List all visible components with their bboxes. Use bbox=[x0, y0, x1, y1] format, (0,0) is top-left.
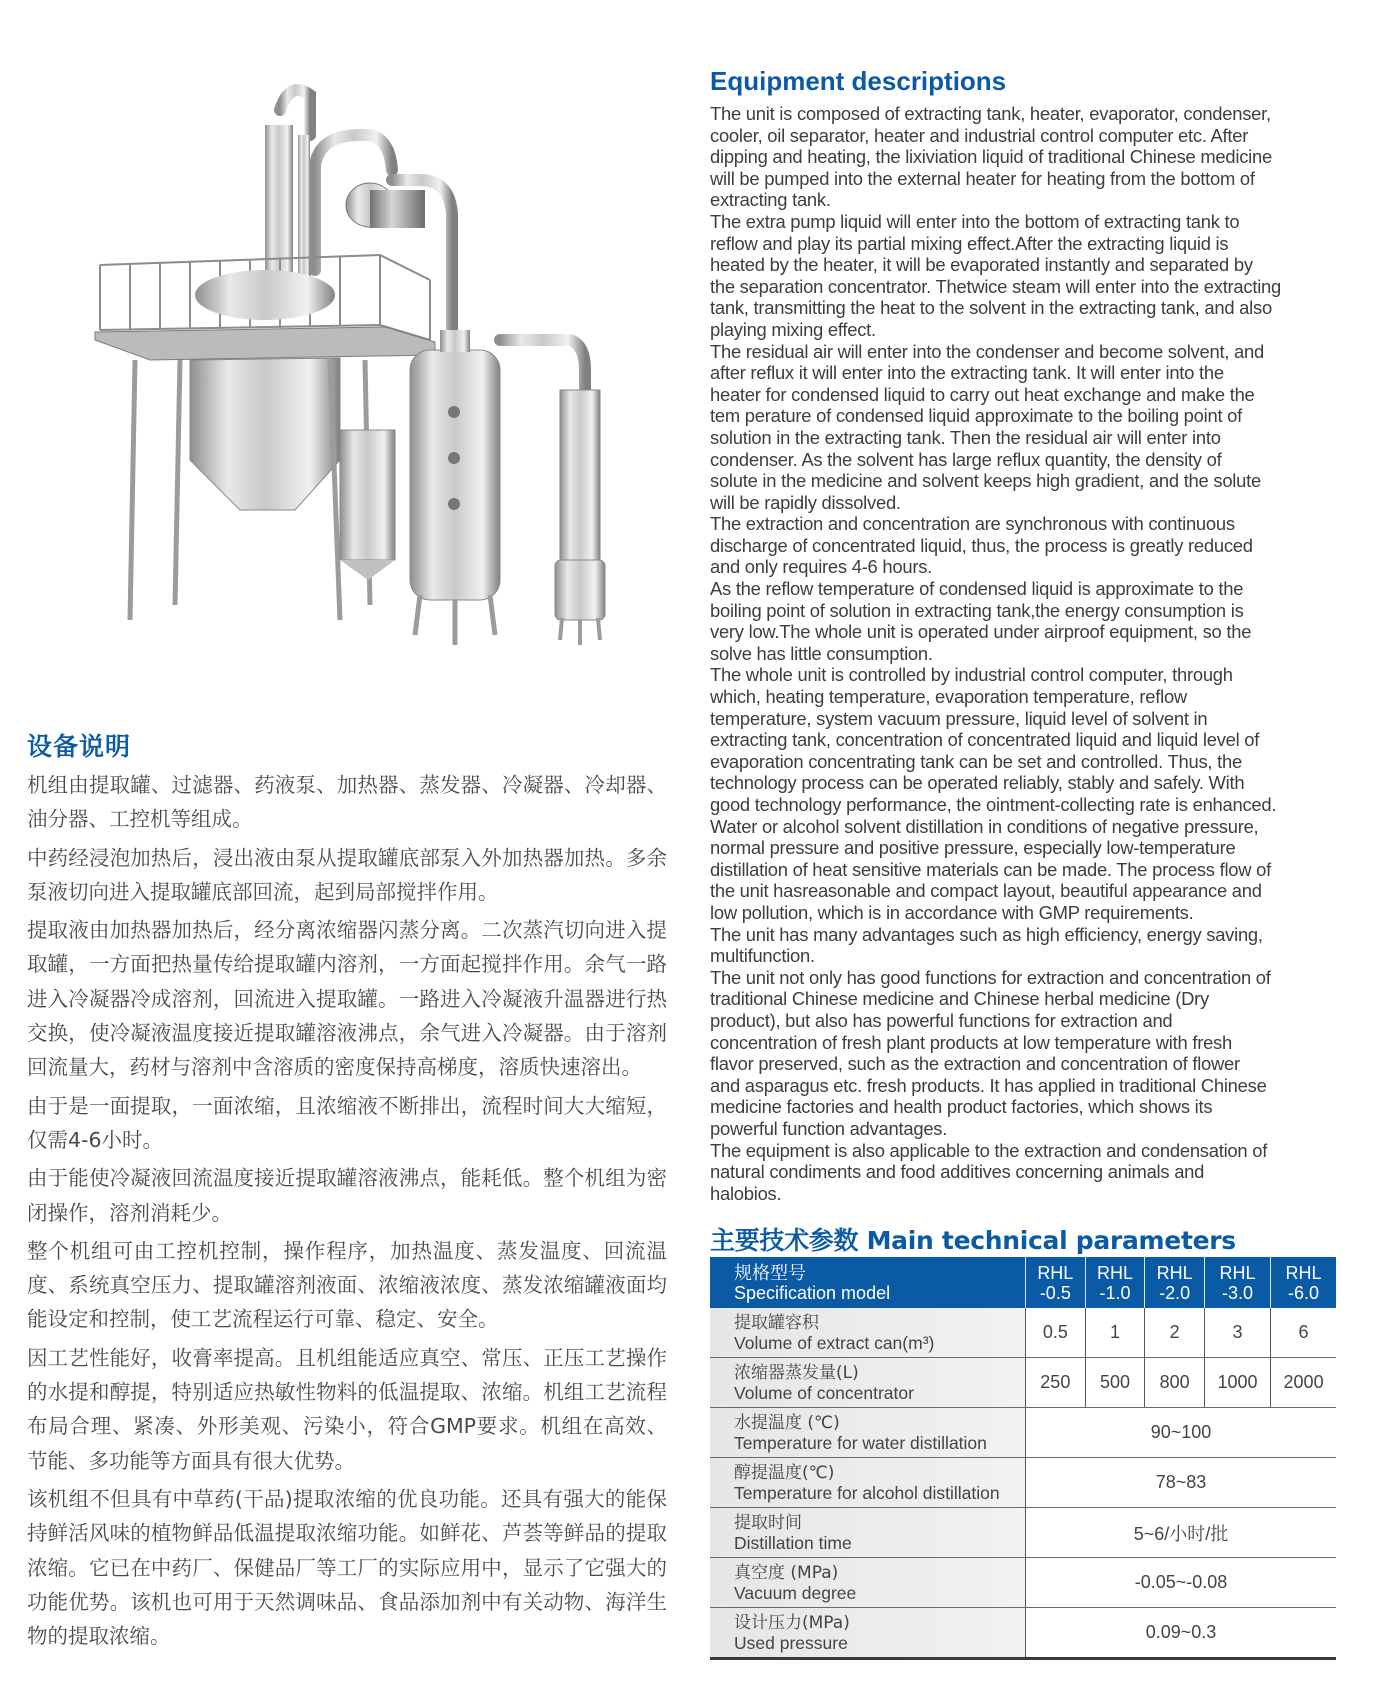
row-label-en: Used pressure bbox=[734, 1632, 848, 1653]
row-label-zh: 提取时间 bbox=[734, 1512, 802, 1533]
model-name: RHL bbox=[1285, 1262, 1322, 1283]
en-text-line: heated by the heater, it will be evaporated instantly and separated by bbox=[710, 254, 1253, 276]
table-cell: 1 bbox=[1085, 1308, 1145, 1358]
model-header bbox=[1204, 1257, 1270, 1308]
table-row bbox=[710, 1558, 1336, 1608]
en-text-line: reflow and play its partial mixing effect.After the extracting liquid is bbox=[710, 232, 1229, 254]
table-row bbox=[710, 1608, 1336, 1659]
filter bbox=[340, 430, 395, 560]
en-text-line: The unit not only has good functions for extraction and concentration of bbox=[710, 966, 1271, 988]
table-cell: 800 bbox=[1145, 1358, 1205, 1408]
en-text-line: after reflux it will enter into the extracting tank. It will enter into the bbox=[710, 362, 1224, 384]
cn-description bbox=[27, 768, 667, 1657]
en-text-line: concentration of fresh plant products at low temperature with fresh bbox=[710, 1031, 1232, 1053]
en-text-line: The unit has many advantages such as high efficiency, energy saving, bbox=[710, 923, 1263, 945]
row-label-en: Volume of extract can(m³) bbox=[734, 1332, 935, 1353]
en-text-line: and asparagus etc. fresh products. It has applied in traditional Chinese bbox=[710, 1074, 1267, 1096]
evaporator bbox=[410, 350, 500, 600]
en-text-line: The whole unit is controlled by industrial control computer, through bbox=[710, 664, 1233, 686]
model-size: -2.0 bbox=[1159, 1282, 1191, 1303]
en-text-line: solution in the extracting tank. Then the residual air will enter into bbox=[710, 426, 1221, 448]
en-text-line: powerful function advantages. bbox=[710, 1117, 948, 1139]
en-text-line: the separation concentrator. Thetwice steam will enter into the extracting bbox=[710, 275, 1281, 297]
row-label-zh: 设计压力(MPa) bbox=[734, 1612, 850, 1633]
en-text-line: extracting tank, concentration of concentrated liquid and liquid level of bbox=[710, 729, 1260, 751]
model-size: -1.0 bbox=[1099, 1282, 1131, 1303]
table-row bbox=[710, 1458, 1336, 1508]
en-description bbox=[710, 103, 1350, 1204]
row-label-en: Temperature for alcohol distillation bbox=[734, 1482, 1000, 1503]
table-row bbox=[710, 1358, 1336, 1408]
en-text-line: tem perature of condensed liquid approximate to the boiling point of bbox=[710, 405, 1243, 427]
row-label-en: Vacuum degree bbox=[734, 1582, 857, 1603]
cn-paragraph: 该机组不但具有中草药(干品)提取浓缩的优良功能。还具有强大的能保持鲜活风味的植物鲜品低温提取浓缩功能。如鲜花、芦荟等鲜品的提取浓缩。它已在中药厂、保健品厂等工厂的实际应用中，显示了它强大的功能优势。该机也可用于天然调味品、食品添加剂中有关动物、海洋生物的提取浓缩。 bbox=[27, 1486, 667, 1649]
model-header bbox=[1145, 1257, 1205, 1308]
model-name: RHL bbox=[1156, 1262, 1193, 1283]
row-label bbox=[710, 1558, 1026, 1608]
en-text-line: technology process can be operated reliably, stably and safely. With bbox=[710, 772, 1245, 794]
cn-paragraph: 机组由提取罐、过滤器、药液泵、加热器、蒸发器、冷凝器、冷却器、油分器、工控机等组成。 bbox=[27, 773, 667, 832]
en-text-line: will be pumped into the external heater for heating from the bottom of bbox=[710, 167, 1255, 189]
technical-parameters-table bbox=[710, 1257, 1336, 1660]
row-label bbox=[710, 1458, 1026, 1508]
en-text-line: cooler, oil separator, heater and industrial control computer etc. After bbox=[710, 124, 1249, 146]
cn-paragraph: 整个机组可由工控机控制，操作程序，加热温度、蒸发温度、回流温度、系统真空压力、提取罐溶剂液面、浓缩液浓度、蒸发浓缩罐液面均能设定和控制，使工艺流程运行可靠、稳定、安全。 bbox=[27, 1238, 667, 1332]
spec-model-header bbox=[710, 1257, 1026, 1308]
extraction-concentration-equipment-image bbox=[40, 40, 680, 660]
table-cell: 6 bbox=[1271, 1308, 1336, 1358]
table-cell: 2 bbox=[1145, 1308, 1205, 1358]
row-label bbox=[710, 1608, 1026, 1659]
en-text-line: Water or alcohol solvent distillation in conditions of negative pressure, bbox=[710, 815, 1259, 837]
en-text-line: evaporation concentrating tank can be set and controlled. Thus, the bbox=[710, 750, 1242, 772]
row-label-zh: 水提温度 (℃) bbox=[734, 1412, 840, 1433]
table-row bbox=[710, 1508, 1336, 1558]
table-row bbox=[710, 1308, 1336, 1358]
row-label-en: Temperature for water distillation bbox=[734, 1432, 987, 1453]
en-text-line: As the reflow temperature of condensed liquid is approximate to the bbox=[710, 578, 1244, 600]
en-text-line: very low.The whole unit is operated under airproof equipment, so the bbox=[710, 621, 1252, 643]
cooler bbox=[560, 390, 600, 565]
en-text-line: The unit is composed of extracting tank, heater, evaporator, condenser, bbox=[710, 103, 1271, 124]
cn-paragraph: 中药经浸泡加热后，浸出液由泵从提取罐底部泵入外加热器加热。多余泵液切向进入提取罐底部回流，起到局部搅拌作用。 bbox=[27, 845, 667, 904]
en-text-line: normal pressure and positive pressure, especially low-temperature bbox=[710, 837, 1236, 859]
cn-section-title: 设备说明 bbox=[27, 732, 132, 761]
row-label bbox=[710, 1508, 1026, 1558]
en-text-line: extracting tank. bbox=[710, 189, 831, 211]
en-text-line: boiling point of solution in extracting tank,the energy consumption is bbox=[710, 599, 1244, 621]
en-text-line: multifunction. bbox=[710, 945, 815, 967]
header-label-en: Specification model bbox=[734, 1282, 891, 1303]
right-column bbox=[710, 0, 1381, 1686]
en-text-line: condenser. As the solvent has large reflux quantity, the density of bbox=[710, 448, 1222, 470]
en-text-line: product), but also has powerful functions for extraction and bbox=[710, 1009, 1173, 1031]
model-header bbox=[1271, 1257, 1336, 1308]
row-label-en: Distillation time bbox=[734, 1532, 852, 1553]
table-cell: 500 bbox=[1085, 1358, 1145, 1408]
en-text-line: traditional Chinese medicine and Chinese herbal medicine (Dry bbox=[710, 988, 1209, 1010]
table-cell-merged: 78~83 bbox=[1026, 1458, 1337, 1508]
table-cell: 0.5 bbox=[1026, 1308, 1086, 1358]
en-text-line: the unit hasreasonable and compact layout, beautiful appearance and bbox=[710, 880, 1262, 902]
row-label-en: Volume of concentrator bbox=[734, 1382, 914, 1403]
table-header-row bbox=[710, 1257, 1336, 1308]
table-row bbox=[710, 1408, 1336, 1458]
en-text-line: tank, transmitting the heat to the solvent in the extracting tank, and also bbox=[710, 297, 1272, 319]
en-text-line: solve has little consumption. bbox=[710, 642, 933, 664]
parameters-title: 主要技术参数 Main technical parameters bbox=[710, 1226, 1236, 1255]
en-text-line: low pollution, which is in accordance with GMP requirements. bbox=[710, 901, 1194, 923]
row-label-zh: 真空度 (MPa) bbox=[734, 1562, 839, 1583]
en-text-line: solute in the medicine and solvent keeps high gradient, and the solute bbox=[710, 470, 1261, 492]
cn-paragraph: 由于是一面提取，一面浓缩，且浓缩液不断排出，流程时间大大缩短，仅需4-6小时。 bbox=[27, 1093, 667, 1152]
en-section-title: Equipment descriptions bbox=[710, 66, 1007, 96]
table-cell: 2000 bbox=[1271, 1358, 1336, 1408]
model-header bbox=[1085, 1257, 1145, 1308]
en-text-line: heater for condensed liquid to carry out heat exchange and make the bbox=[710, 383, 1255, 405]
model-name: RHL bbox=[1037, 1262, 1074, 1283]
en-text-line: medicine factories and health product factories, which shows its bbox=[710, 1096, 1213, 1118]
row-label-zh: 提取罐容积 bbox=[734, 1312, 819, 1333]
model-size: -3.0 bbox=[1222, 1282, 1254, 1303]
header-label-zh: 规格型号 bbox=[734, 1262, 806, 1283]
model-name: RHL bbox=[1096, 1262, 1133, 1283]
en-text-line: natural condiments and food additives concerning animals and bbox=[710, 1161, 1205, 1183]
model-name: RHL bbox=[1219, 1262, 1256, 1283]
en-text-line: dipping and heating, the lixiviation liquid of traditional Chinese medicine bbox=[710, 146, 1272, 168]
en-text-line: The residual air will enter into the condenser and become solvent, and bbox=[710, 340, 1264, 362]
cn-paragraph: 由于能使冷凝液回流温度接近提取罐溶液沸点，能耗低。整个机组为密闭操作，溶剂消耗少。 bbox=[27, 1166, 667, 1225]
table-cell-merged: -0.05~-0.08 bbox=[1026, 1558, 1337, 1608]
table-cell: 1000 bbox=[1204, 1358, 1270, 1408]
en-text-line: halobios. bbox=[710, 1182, 782, 1204]
en-text-line: good technology performance, the ointment-collecting rate is enhanced. bbox=[710, 794, 1277, 815]
en-text-line: discharge of concentrated liquid, thus, the process is greatly reduced bbox=[710, 534, 1253, 556]
en-text-line: playing mixing effect. bbox=[710, 318, 876, 340]
en-text-line: which, heating temperature, evaporation temperature, reflow bbox=[710, 686, 1187, 708]
table-cell-merged: 0.09~0.3 bbox=[1026, 1608, 1337, 1659]
cn-paragraph: 提取液由加热器加热后，经分离浓缩器闪蒸分离。二次蒸汽切向进入提取罐，一方面把热量传给提取罐内溶剂，一方面起搅拌作用。余气一路进入冷凝器冷成溶剂，回流进入提取罐。一路进入冷凝液升温器进行热交换，使冷凝液温度接近提取罐溶液沸点，余气进入冷凝器。由于溶剂回流量大，药材与溶剂中含溶质的密度保持高梯度，溶质快速溶出。 bbox=[27, 918, 667, 1080]
en-text-line: The equipment is also applicable to the extraction and condensation of bbox=[710, 1139, 1268, 1161]
row-label-zh: 浓缩器蒸发量(L) bbox=[734, 1362, 859, 1383]
table-cell: 250 bbox=[1026, 1358, 1086, 1408]
table-cell-merged: 90~100 bbox=[1026, 1408, 1337, 1458]
cn-paragraph: 因工艺性能好，收膏率提高。且机组能适应真空、常压、正压工艺操作的水提和醇提，特别适应热敏性物料的低温提取、浓缩。机组工艺流程布局合理、紧凑、外形美观、污染小，符合GMP要求。机组在高效、节能、多功能等方面具有很大优势。 bbox=[27, 1345, 667, 1473]
model-header bbox=[1026, 1257, 1086, 1308]
en-text-line: will be rapidly dissolved. bbox=[710, 491, 901, 513]
en-text-line: and only requires 4-6 hours. bbox=[710, 556, 932, 578]
row-label-zh: 醇提温度(℃) bbox=[734, 1462, 835, 1483]
model-size: -0.5 bbox=[1039, 1282, 1071, 1303]
table-cell: 3 bbox=[1204, 1308, 1270, 1358]
en-text-line: temperature, system vacuum pressure, liquid level of solvent in bbox=[710, 707, 1208, 729]
table-cell-merged: 5~6/小时/批 bbox=[1026, 1508, 1337, 1558]
model-size: -6.0 bbox=[1288, 1282, 1320, 1303]
en-text-line: The extra pump liquid will enter into the bottom of extracting tank to bbox=[710, 210, 1240, 232]
row-label bbox=[710, 1358, 1026, 1408]
en-text-line: distillation of heat sensitive materials can be made. The process flow of bbox=[710, 858, 1272, 880]
extracting-tank bbox=[190, 358, 340, 510]
en-text-line: The extraction and concentration are synchronous with continuous bbox=[710, 513, 1235, 535]
column bbox=[265, 125, 293, 275]
en-text-line: flavor preserved, such as the extraction and concentration of flower bbox=[710, 1053, 1240, 1075]
row-label bbox=[710, 1308, 1026, 1358]
row-label bbox=[710, 1408, 1026, 1458]
